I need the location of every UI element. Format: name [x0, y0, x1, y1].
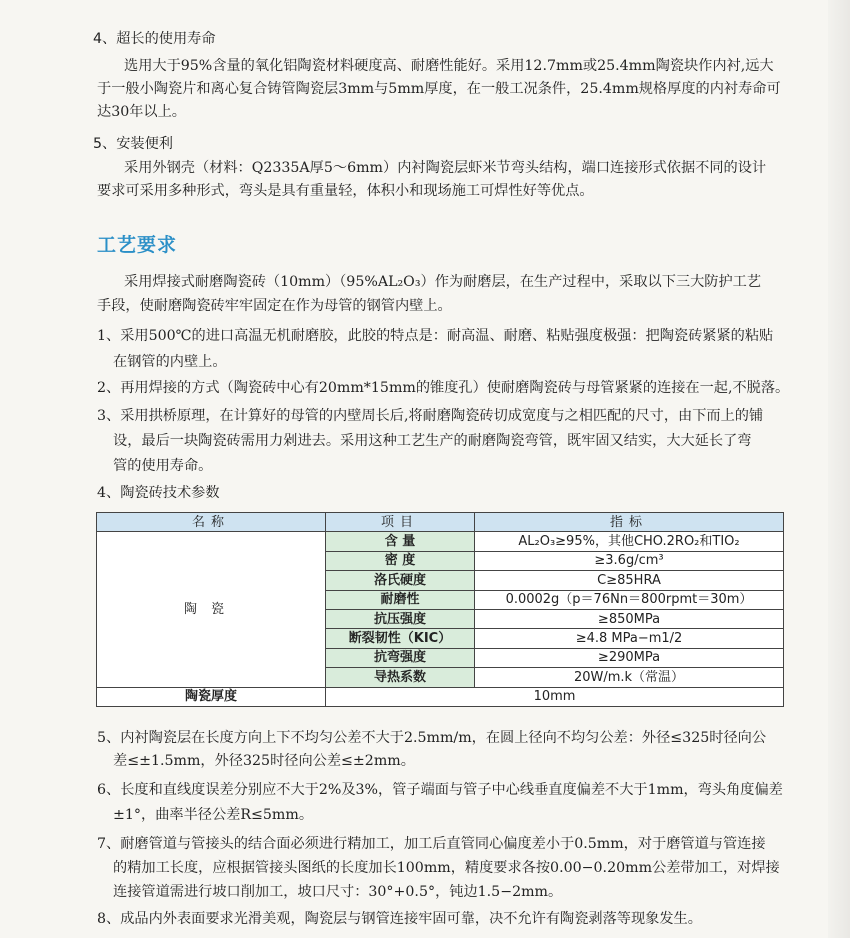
thickness-value: 10mm [326, 687, 784, 706]
process-intro-line-2: 手段，使耐磨陶瓷砖牢牢固定在作为母管的钢管内壁上。 [97, 298, 452, 314]
row-item: 断裂韧性（KIC） [326, 629, 475, 648]
row-value: ≥3.6g/cm³ [475, 551, 784, 570]
section-4-title: 4、超长的使用寿命 [93, 31, 216, 47]
process-item-2-line-1: 2、再用焊接的方式（陶瓷砖中心有20mm*15mm的锥度孔）使耐磨陶瓷砖与母管紧紧的连接在一起,不脱落。 [97, 380, 790, 396]
row-value: ≥290MPa [475, 648, 784, 667]
process-item-4-title: 4、陶瓷砖技术参数 [97, 485, 220, 501]
section-4-line-1: 选用大于95%含量的氧化铝陶瓷材料硬度高、耐磨性能好。采用12.7mm或25.4mm陶瓷块作内衬,远大 [124, 58, 774, 74]
section-4-line-3: 达30年以上。 [97, 104, 186, 120]
header-name: 名称 [97, 513, 326, 532]
process-item-3-line-2: 设，最后一块陶瓷砖需用力剁进去。采用这种工艺生产的耐磨陶瓷弯管，既牢固又结实，大大延长了弯 [113, 433, 752, 449]
section-4-line-2: 于一般小陶瓷片和离心复合铸管陶瓷层3mm与5mm厚度，在一般工况条件，25.4mm规格厚度的内衬寿命可 [97, 81, 781, 97]
row-value: 20W/m.k（常温） [475, 668, 784, 687]
process-item-1-line-1: 1、采用500℃的进口高温无机耐磨胶，此胶的特点是：耐高温、耐磨、粘贴强度极强：把陶瓷砖紧紧的粘贴 [97, 328, 774, 344]
page-gutter-shadow [828, 0, 850, 938]
thickness-label: 陶瓷厚度 [97, 687, 326, 706]
item-7-line-2: 的精加工长度，应根据管接头图纸的长度加长100mm，精度要求各按0.00−0.20mm公差带加工，对焊接 [113, 860, 780, 876]
process-item-1-line-2: 在钢管的内壁上。 [113, 354, 227, 370]
header-index: 指标 [475, 513, 784, 532]
item-6-line-1: 6、长度和直线度误差分别应不大于2%及3%，管子端面与管子中心线垂直度偏差不大于1mm，弯头角度偏差 [97, 782, 783, 798]
header-item: 项目 [326, 513, 475, 532]
row-item: 抗压强度 [326, 609, 475, 628]
item-8-line-1: 8、成品内外表面要求光滑美观，陶瓷层与钢管连接牢固可靠，决不允许有陶瓷剥落等现象发生。 [97, 911, 702, 927]
process-item-3-line-1: 3、采用拱桥原理，在计算好的母管的内壁周长后,将耐磨陶瓷砖切成宽度与之相匹配的尺寸，由下而上的铺 [97, 408, 764, 424]
group-name-cell: 陶瓷 [97, 532, 326, 687]
item-6-line-2: ±1°，曲率半径公差R≤5mm。 [113, 807, 314, 823]
process-intro-line-1: 采用焊接式耐磨陶瓷砖（10mm）（95%AL₂O₃）作为耐磨层，在生产过程中，采取以下三大防护工艺 [124, 274, 762, 290]
row-value: ≥850MPa [475, 609, 784, 628]
row-item: 导热系数 [326, 668, 475, 687]
row-value: C≥85HRA [475, 571, 784, 590]
ceramic-spec-table [96, 512, 784, 707]
item-7-line-1: 7、耐磨管道与管接头的结合面必须进行精加工，加工后直管同心偏度差小于0.5mm，对于磨管道与管连接 [97, 836, 766, 852]
table-row [97, 532, 784, 551]
process-item-3-line-3: 管的使用寿命。 [113, 458, 213, 474]
row-item: 洛氏硬度 [326, 571, 475, 590]
process-heading: 工艺要求 [97, 234, 178, 256]
row-item: 密 度 [326, 551, 475, 570]
row-item: 含 量 [326, 532, 475, 551]
row-value: AL₂O₃≥95%，其他CHO.2RO₂和TIO₂ [475, 532, 784, 551]
table-row-thickness [97, 687, 784, 706]
row-item: 耐磨性 [326, 590, 475, 609]
item-5-line-1: 5、内衬陶瓷层在长度方向上下不均匀公差不大于2.5mm/m，在圆上径向不均匀公差：外径≤325时径向公 [97, 730, 767, 746]
section-5-title: 5、安装便利 [93, 136, 173, 152]
row-value: ≥4.8 MPa−m1/2 [475, 629, 784, 648]
table-header-row [97, 513, 784, 532]
item-5-line-2: 差≤±1.5mm，外径325时径向公差≤±2mm。 [113, 753, 415, 769]
item-7-line-3: 连接管道需进行坡口削加工，坡口尺寸：30°+0.5°，钝边1.5−2mm。 [113, 884, 563, 900]
section-5-line-2: 要求可采用多种形式，弯头是具有重量轻，体积小和现场施工可焊性好等优点。 [97, 183, 594, 199]
row-item: 抗弯强度 [326, 648, 475, 667]
section-5-line-1: 采用外钢壳（材料：Q2335A厚5～6mm）内衬陶瓷层虾米节弯头结构，端口连接形式依据不同的设计 [124, 160, 767, 176]
row-value: 0.0002g（p＝76Nn＝800rpmt＝30m） [475, 590, 784, 609]
